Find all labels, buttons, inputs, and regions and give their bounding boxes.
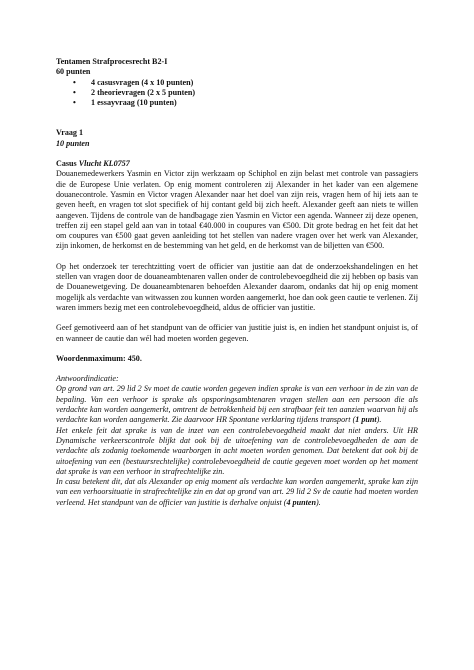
list-item: • 1 essayvraag (10 punten): [56, 98, 418, 108]
answer-heading: Antwoordindicatie:: [56, 374, 119, 384]
answer-text: In casu betekent dit, dat als Alexander op enig moment als verdachte kan worden aangemerkt, sprake kan zijn van een verhoorsituatie in strafrechtelijke zin en dat op grond van art. 29 lid 2 Sv de cautie had moeten worden verleend. Het standpunt van de officier van justitie is derhalve onjuist (: [56, 477, 418, 507]
exam-structure-list: [56, 78, 418, 109]
exam-points: 60 punten: [56, 67, 91, 77]
question-points: 10 punten: [56, 138, 90, 148]
points-award: 1 punt: [355, 415, 377, 425]
answer-text: ).: [315, 497, 321, 507]
case-prefix: Casus: [56, 159, 79, 169]
points-award: 4 punten: [286, 497, 316, 507]
answer-paragraph-3: [56, 477, 418, 508]
exam-title: Tentamen Strafprocesrecht B2-I: [56, 57, 168, 66]
answer-paragraph-1: [56, 384, 418, 425]
answer-text: Op grond van art. 29 lid 2 Sv moet de cautie worden gegeven indien sprake is van een verhoor in de zin van de bepaling. Van een verhoor is sprake als opsporingsambtenaren vragen stellen aan een persoon die als verdachte kan worden aangemerkt, omtrent de betrokkenheid bij een strafbaar feit ten aanzien waarvan hij als verdachte kan worden aangemerkt. Zie daarvoor HR Spontane verklaring tijdens transport (: [56, 384, 418, 425]
word-limit: Woordenmaximum: 450.: [56, 353, 142, 363]
list-item: • 4 casusvragen (4 x 10 punten): [56, 78, 418, 88]
list-item: • 2 theorievragen (2 x 5 punten): [56, 88, 418, 98]
case-heading: [56, 159, 418, 169]
question-prompt: Geef gemotiveerd aan of het standpunt van de officier van justitie juist is, en indien het standpunt onjuist is, of en wanneer de cautie dan wél had moeten worden gegeven.: [56, 323, 418, 343]
answer-paragraph-2: Het enkele feit dat sprake is van de inzet van een controlebevoegdheid maakt dat niet anders. Uit HR Dynamische verkeerscontrole blijkt dat ook bij de uitoefening van de controlebevoegdheden de aan de verdachte als zodanig toekomende waarborgen in acht moeten worden genomen. Dat betekent dat ook bij de uitoefening van een (bestuursrechtelijke) controlebevoegdheid de cautie gegeven moet worden op het moment dat sprake is van een verhoor in strafrechtelijke zin.: [56, 425, 418, 476]
question-title: Vraag 1: [56, 128, 84, 138]
case-paragraph-1: Douanemedewerkers Yasmin en Victor zijn werkzaam op Schiphol en zijn belast met controle van passagiers die de Europese Unie verlaten. Op enig moment controleren zij Alexander in het kader van een algemene douanecontrole. Yasmin en Victor vragen Alexander naar het doel van zijn reis, vragen hem of hij iets aan te geven heeft, en vragen tot slot specifiek of hij contant geld bij zich heeft. Alexander geeft aan niets te willen aangeven. Tijdens de controle van de handbagage zien Yasmin en Victor een agenda. Wanneer zij deze openen, treffen zij een stapel geld aan van in totaal €40.000 in coupures van €500. Dit grote bedrag en het feit dat het om coupures van €500 gaat geven aanleiding tot het stellen van nadere vragen over het werk van Alexander, zijn inkomen, de herkomst en de bestemming van het geld, en de herkomst van de biljetten van €500.: [56, 169, 418, 251]
case-name: Vlucht KL0757: [78, 159, 130, 169]
answer-text: ).: [376, 415, 382, 425]
case-paragraph-2: Op het onderzoek ter terechtzitting voert de officier van justitie aan dat de onderzoekshandelingen en het stellen van vragen door de douaneambtenaren vallen onder de controlebevoegdheid die zij hebben op basis van de Douanewetgeving. De douaneambtenaren behoefden Alexander daarom, ondanks dat hij op enig moment mogelijk als verdachte van witwassen zou kunnen worden aangemerkt, hoe dan ook geen cautie te verlenen. Zij waren immers bezig met een controlebevoegdheid, aldus de officier van justitie.: [56, 261, 418, 312]
